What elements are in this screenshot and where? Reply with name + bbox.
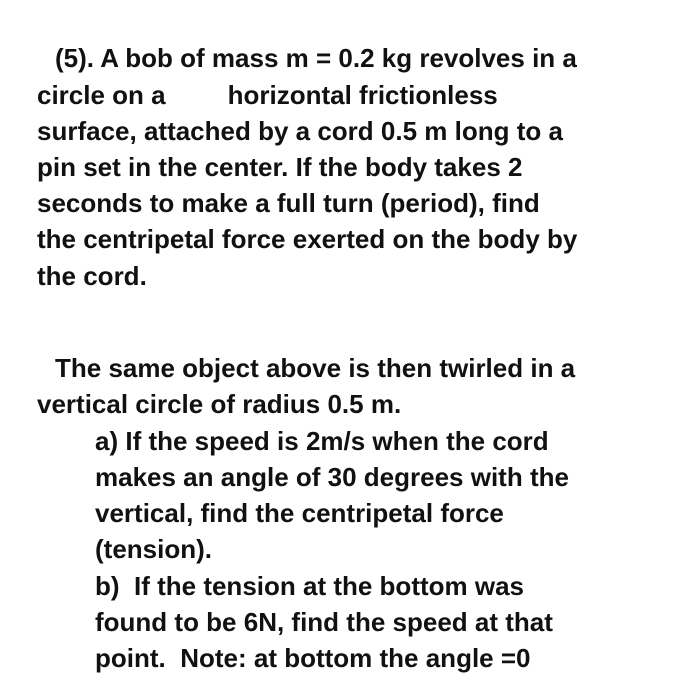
part-a-line: (tension). [95, 534, 212, 564]
problem-text-line: the centripetal force exerted on the body by [37, 224, 578, 254]
part-a-line: a) If the speed is 2m/s when the cord [95, 426, 549, 456]
part-b-line: point. Note: at bottom the angle =0 [95, 643, 531, 673]
problem-text-line: pin set in the center. If the body takes 2 [37, 152, 523, 182]
problem-text-line: vertical circle of radius 0.5 m. [37, 389, 402, 419]
part-b-line: b) If the tension at the bottom was [95, 571, 524, 601]
problem-text-segment: circle on a [37, 80, 166, 110]
problem-text-line [37, 77, 498, 113]
problem-text-line: (5). A bob of mass m = 0.2 kg revolves in a [55, 43, 577, 73]
problem-text-segment: horizontal frictionless [227, 80, 498, 110]
part-a-line: vertical, find the centripetal force [95, 498, 504, 528]
problem-text-line: the cord. [37, 261, 147, 291]
part-b-line: found to be 6N, find the speed at that [95, 607, 553, 637]
problem-text-line: The same object above is then twirled in a [55, 353, 576, 383]
problem-text-line: surface, attached by a cord 0.5 m long to a [37, 116, 563, 146]
part-a-line: makes an angle of 30 degrees with the [95, 462, 569, 492]
problem-text-line: seconds to make a full turn (period), find [37, 188, 540, 218]
